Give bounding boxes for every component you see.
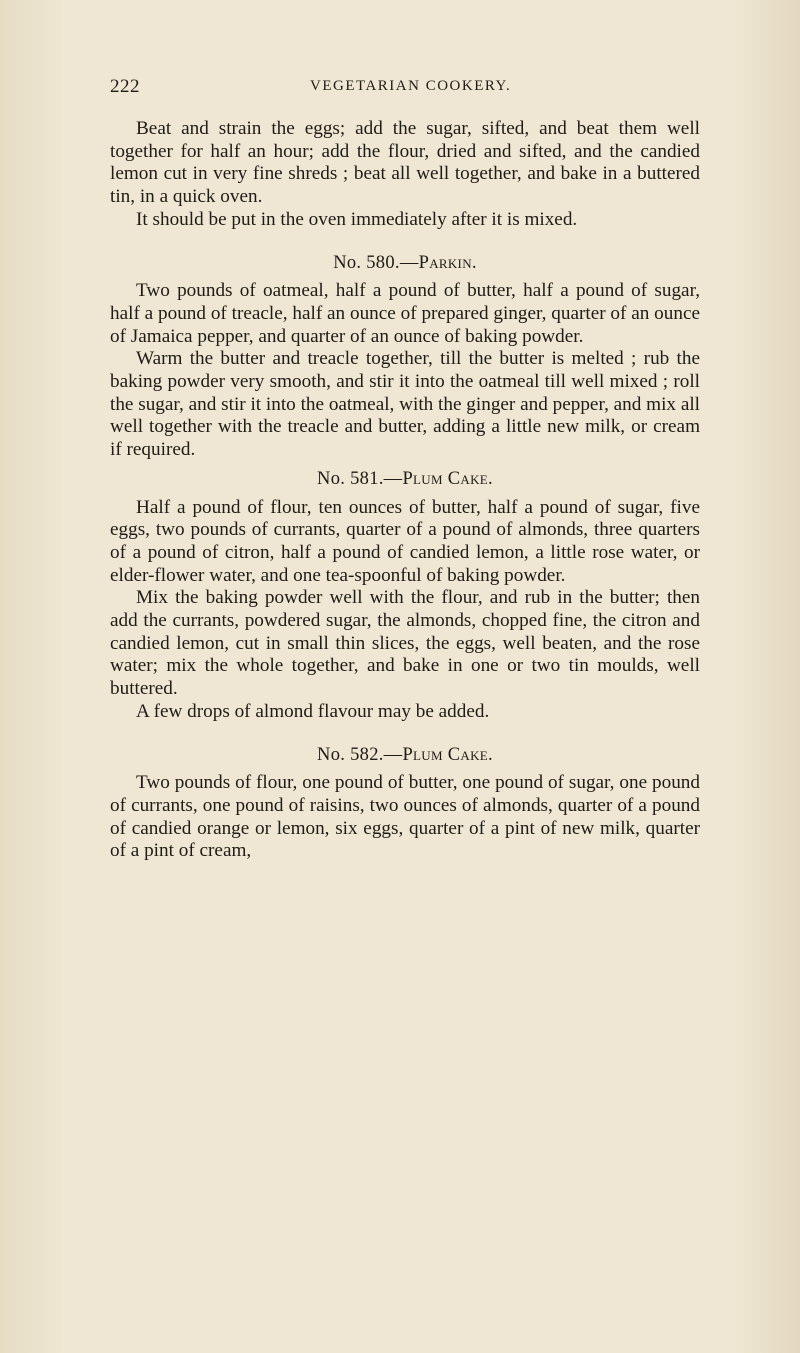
recipe-number: No. 581.—	[317, 468, 403, 489]
recipe-title: Plum Cake.	[402, 744, 493, 765]
running-head: VEGETARIAN COOKERY.	[310, 78, 512, 94]
recipe-heading-580	[110, 252, 700, 275]
recipe-heading-581	[110, 468, 700, 491]
body-text	[110, 118, 700, 863]
recipe-title: Plum Cake.	[402, 468, 493, 489]
paragraph: Warm the butter and treacle together, till the butter is melted ; rub the baking powder very smooth, and stir it into the oatmeal till well mixed ; roll the sugar, and stir it into the oatmeal, with the ginger and pepper, and mix all well together with the treacle and butter, adding a little new milk, or cream if required.	[110, 348, 700, 461]
recipe-number: No. 580.—	[333, 252, 419, 273]
recipe-title: Parkin.	[418, 252, 477, 273]
paragraph: Beat and strain the eggs; add the sugar, sifted, and beat them well together for half an hour; add the flour, dried and sifted, and the candied lemon cut in very fine shreds ; beat all well together, and bake in a buttered tin, in a quick oven.	[110, 118, 700, 208]
page-header	[110, 76, 700, 100]
paragraph: Mix the baking powder well with the flour, and rub in the butter; then add the currants, powdered sugar, the almonds, chopped fine, the citron and candied lemon, cut in small thin slices, the eggs, well beaten, and the rose water; mix the whole together, and bake in one or two tin moulds, well buttered.	[110, 587, 700, 700]
paragraph: It should be put in the oven immediately after it is mixed.	[136, 208, 578, 230]
paragraph: A few drops of almond flavour may be added.	[136, 700, 490, 722]
recipe-number: No. 582.—	[317, 744, 403, 765]
paragraph: Half a pound of flour, ten ounces of butter, half a pound of sugar, five eggs, two pounds of currants, quarter of a pound of almonds, three quarters of a pound of citron, half a pound of candied lemon, a little rose water, or elder-flower water, and one tea-spoonful of baking powder.	[110, 496, 700, 586]
paragraph: Two pounds of oatmeal, half a pound of butter, half a pound of sugar, half a pound of treacle, half an ounce of prepared ginger, quarter of an ounce of Jamaica pepper, and quarter of an ounce of baking powder.	[110, 280, 700, 347]
page-number: 222	[110, 76, 140, 97]
recipe-heading-582	[110, 744, 700, 767]
paragraph: Two pounds of flour, one pound of butter, one pound of sugar, one pound of currants, one pound of raisins, two ounces of almonds, quarter of a pound of candied orange or lemon, six eggs, quarter of a pint of new milk, quarter of a pint of cream,	[110, 772, 700, 862]
